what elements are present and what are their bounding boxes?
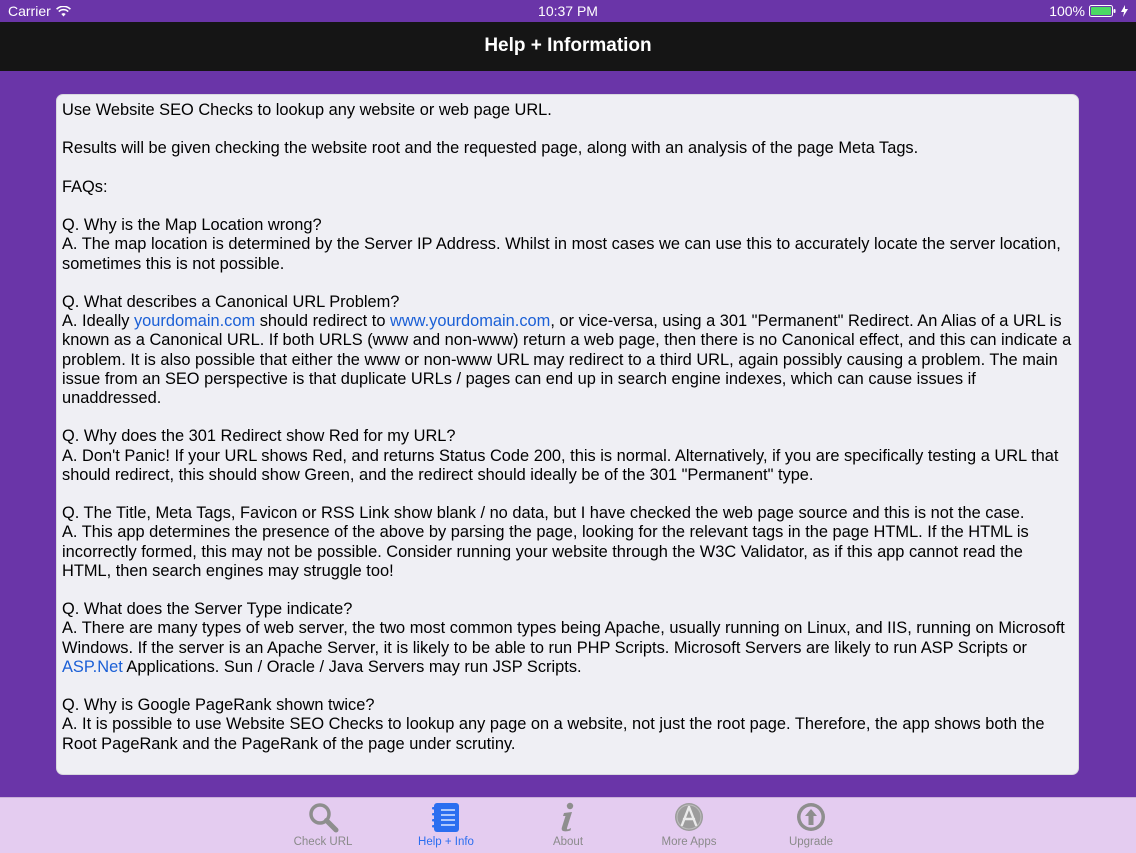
page-title: Help + Information xyxy=(484,35,652,56)
tab-about[interactable] xyxy=(513,798,623,853)
battery-indicator xyxy=(1049,3,1128,19)
faq-answer-text: A. There are many types of web server, the two most common types being Apache, usually running on Linux, and IIS, running on Microsoft Windows. If the server is an Apache Server, it is likely to be able to run PHP Scripts. Microsoft Servers are likely to run ASP Scripts or xyxy=(62,619,1065,657)
intro-text: Use Website SEO Checks to lookup any website or web page URL. xyxy=(62,101,552,119)
faqs-heading: FAQs: xyxy=(62,177,108,196)
faq-answer: A. This app determines the presence of the above by parsing the page, looking for the relevant tags in the page HTML. If the HTML is incorrectly formed, this may not be possible. Consider running your website through the W3C Validator, as if this app cannot read the HTML, then search engines may struggle too! xyxy=(62,523,1029,580)
faq-answer: A. It is possible to use Website SEO Checks to lookup any page on a website, not just the root page. Therefore, the app shows both the Root PageRank and the PageRank of the page under scrutiny. xyxy=(62,715,1045,753)
faq-question: Q. The Title, Meta Tags, Favicon or RSS Link show blank / no data, but I have checked the web page source and this is not the case. xyxy=(62,504,1025,523)
faq-item xyxy=(62,696,1073,754)
faq-answer-text: Applications. Sun / Oracle / Java Servers may run JSP Scripts. xyxy=(122,657,582,676)
magnifier-icon xyxy=(307,801,339,833)
faq-item xyxy=(62,293,1073,408)
clock: 10:37 PM xyxy=(538,3,598,19)
notebook-icon xyxy=(430,801,462,833)
yourdomain-link[interactable]: yourdomain.com xyxy=(133,312,256,331)
faq-item xyxy=(62,504,1073,581)
faq-item xyxy=(62,427,1073,485)
carrier-label: Carrier xyxy=(8,3,51,19)
battery-percent: 100% xyxy=(1049,3,1085,19)
faq-question: Q. Why does the 301 Redirect show Red for my URL? xyxy=(62,427,456,446)
faq-answer-text: should redirect to xyxy=(255,312,390,331)
tab-check-url[interactable] xyxy=(268,798,378,853)
tab-label: Check URL xyxy=(293,836,353,848)
app-store-icon xyxy=(673,801,705,833)
tab-label: More Apps xyxy=(661,836,717,848)
faq-question: Q. What does the Server Type indicate? xyxy=(62,600,353,619)
faq-answer-text: , or vice-versa, using a 301 "Permanent" Redirect. An Alias of a URL is known as a Canonical URL. If both URLS (www and non-www) return a web page, then there is no Canonical effect, and this can indicate a problem. It is also possible that either the www or non-www URL may redirect to a third URL, again possibly causing a problem. The main issue from an SEO perspective is that duplicate URLs / pages can end up in search engine indexes, which can cause issues if unaddressed. xyxy=(62,312,1072,407)
faq-question: Q. What describes a Canonical URL Problem? xyxy=(62,292,400,311)
faq-answer xyxy=(62,619,1065,675)
faq-question: Q. Why is the Map Location wrong? xyxy=(62,216,322,235)
tab-label: Upgrade xyxy=(788,836,834,848)
tab-help-info[interactable] xyxy=(391,798,501,853)
tab-label: About xyxy=(552,836,584,848)
faq-question: Q. Why is Google PageRank shown twice? xyxy=(62,696,375,715)
info-icon xyxy=(552,801,584,833)
faq-answer-text: A. Ideally xyxy=(62,312,134,331)
tab-bar xyxy=(0,797,1136,853)
battery-icon xyxy=(1089,5,1117,17)
tab-upgrade[interactable] xyxy=(756,798,866,853)
charging-icon xyxy=(1121,5,1128,17)
faq-item xyxy=(62,216,1073,274)
asp-net-link[interactable]: ASP.Net xyxy=(62,657,123,676)
faq-answer: A. The map location is determined by the Server IP Address. Whilst in most cases we can use this to accurately locate the server location, sometimes this is not possible. xyxy=(62,235,1061,273)
www-yourdomain-link[interactable]: www.yourdomain.com xyxy=(390,312,551,331)
navigation-bar xyxy=(0,22,1136,71)
tab-label: Help + Info xyxy=(418,836,474,848)
help-text-view[interactable] xyxy=(56,94,1079,775)
tab-more-apps[interactable] xyxy=(634,798,744,853)
upgrade-arrow-icon xyxy=(795,801,827,833)
faq-answer: A. Don't Panic! If your URL shows Red, and returns Status Code 200, this is normal. Alternatively, if you are specifically testing a URL that should redirect, this should show Green, and the redirect should ideally be of the 301 "Permanent" type. xyxy=(62,446,1059,484)
faq-item xyxy=(62,600,1073,677)
faq-answer xyxy=(62,312,1071,407)
status-bar xyxy=(0,0,1136,22)
results-text: Results will be given checking the website root and the requested page, along with an analysis of the page Meta Tags. xyxy=(62,139,919,158)
